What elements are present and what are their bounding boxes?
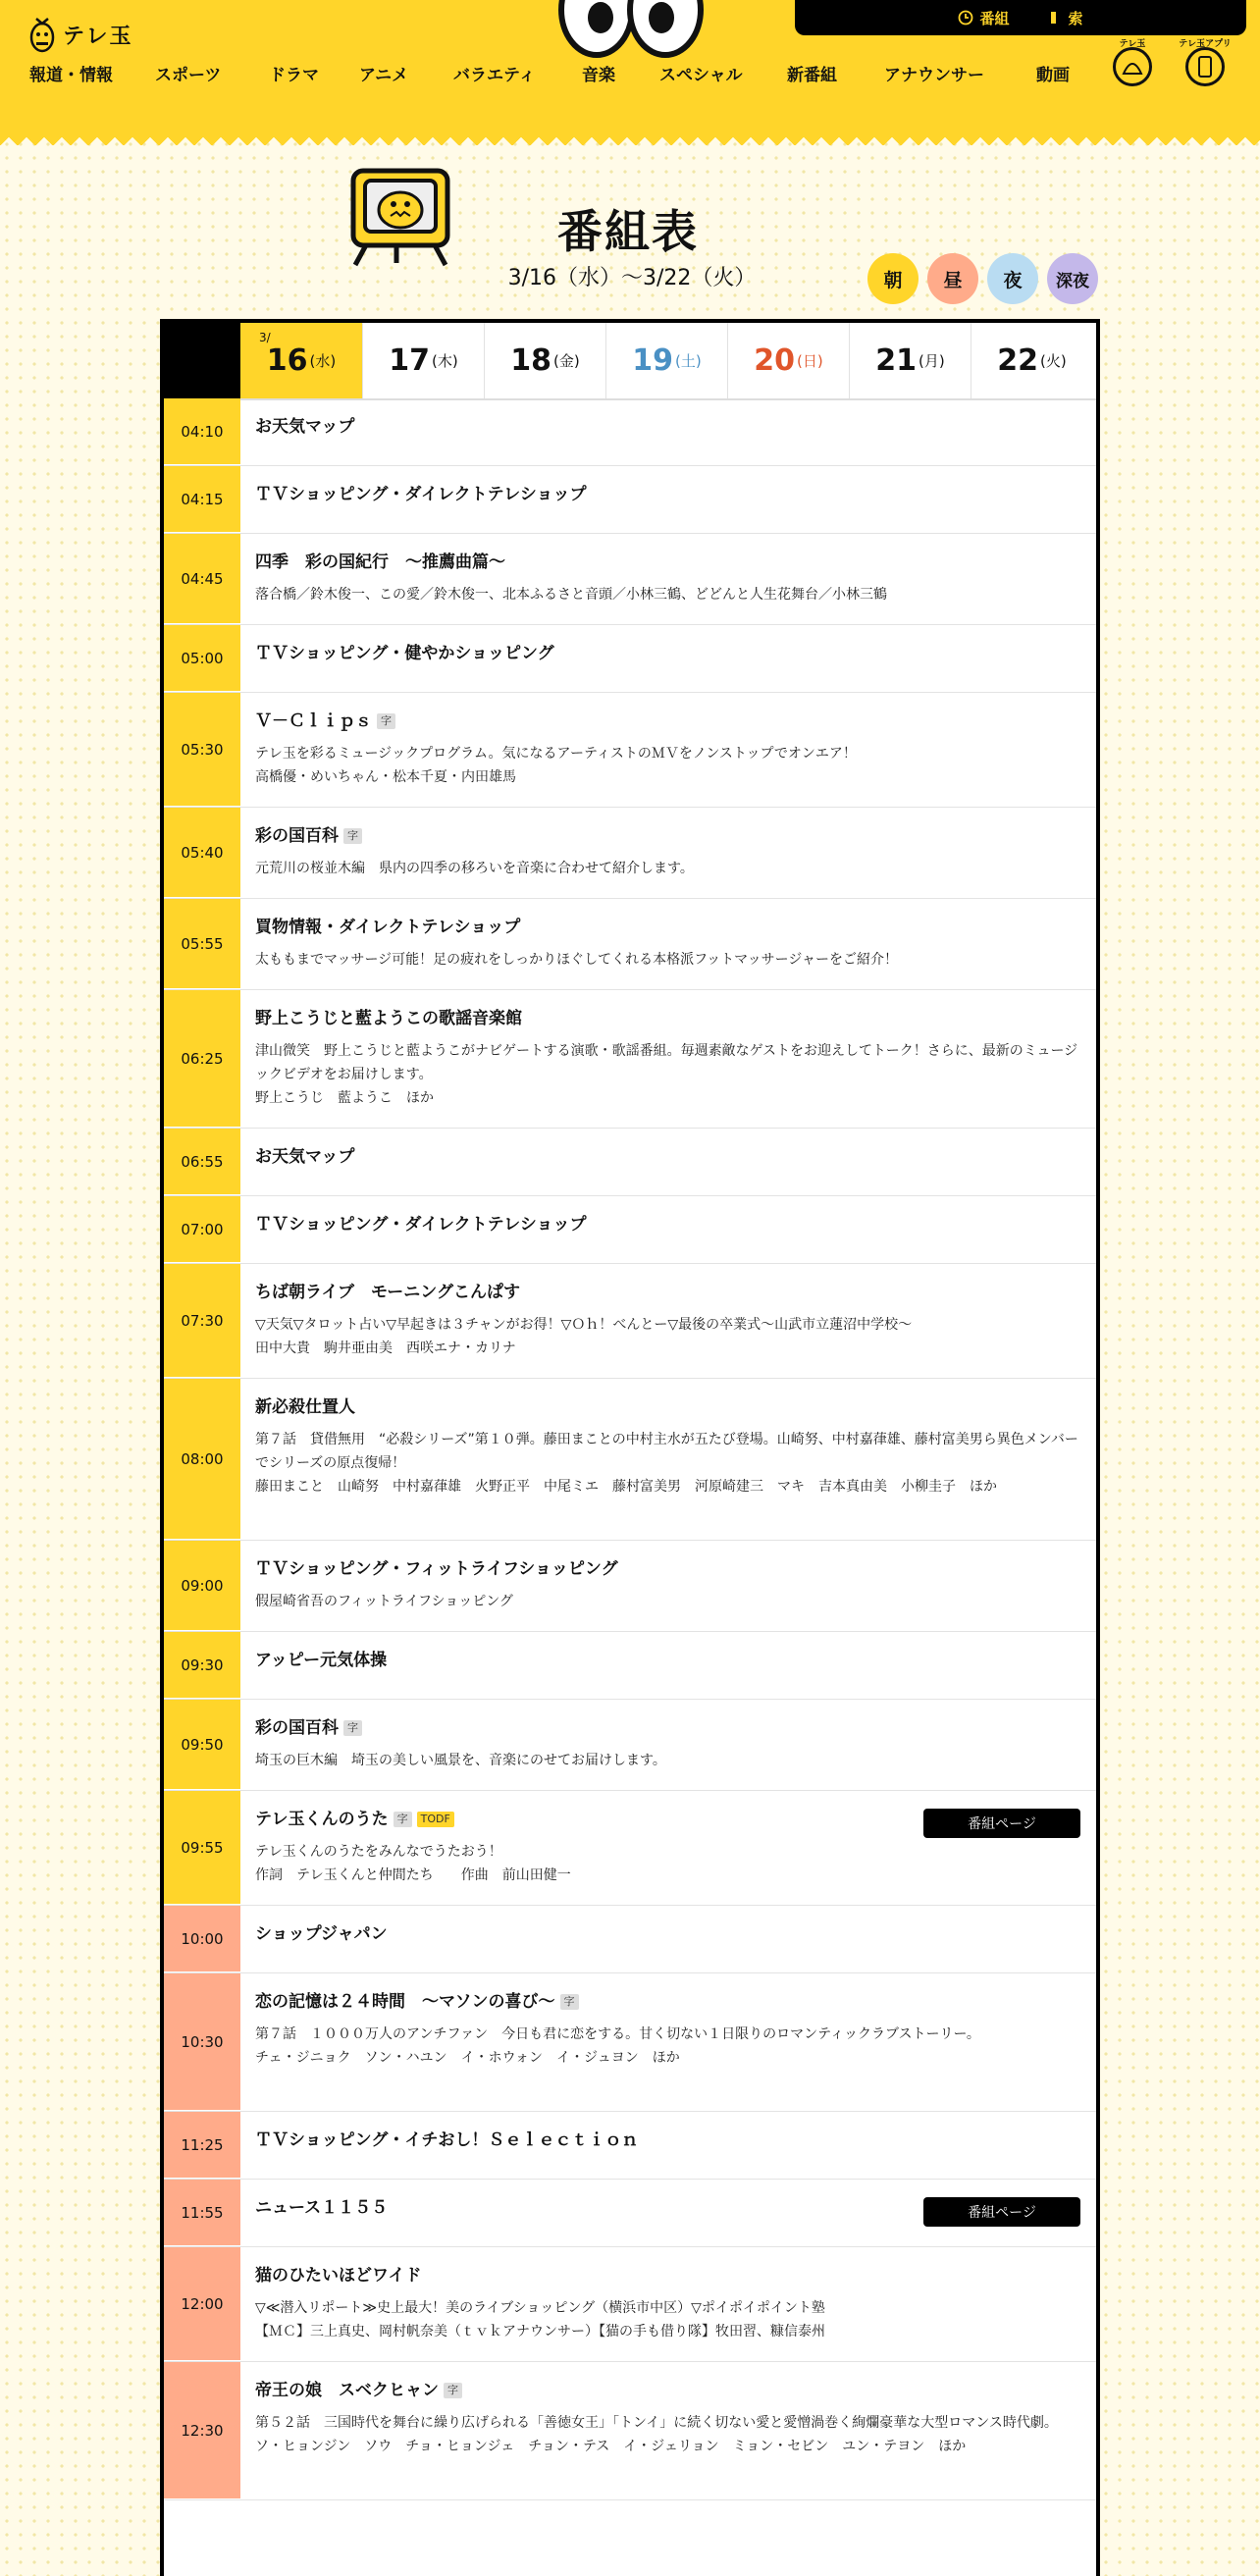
program-title[interactable]: 彩の国百科 — [255, 826, 339, 846]
program-row[interactable] — [164, 625, 1096, 693]
program-title-line — [255, 917, 1080, 938]
program-info — [240, 1196, 1096, 1263]
program-title[interactable]: Ｖ－Ｃｌｉｐｓ — [255, 711, 372, 731]
mascot-logo-icon — [27, 14, 57, 55]
program-time: 09:30 — [164, 1632, 240, 1699]
date-range: 3/16（水）〜3/22（火） — [507, 266, 757, 290]
program-info — [240, 2247, 1096, 2361]
program-info — [240, 398, 1096, 465]
program-row[interactable] — [164, 1379, 1096, 1541]
nav-music[interactable]: 音楽 — [582, 66, 615, 85]
program-time: 09:50 — [164, 1700, 240, 1790]
program-title[interactable]: 新必殺仕置人 — [255, 1397, 355, 1417]
day-number: 16 — [266, 343, 308, 378]
program-title-line — [255, 643, 1080, 664]
program-time: 04:15 — [164, 466, 240, 533]
program-title[interactable]: 四季 彩の国紀行 ～推薦曲篇～ — [255, 552, 505, 572]
program-title-line — [255, 484, 1080, 505]
program-title[interactable]: ちば朝ライブ モーニングこんぱす — [255, 1283, 520, 1302]
program-title[interactable]: ＴＶショッピング・ダイレクトテレショップ — [255, 485, 587, 504]
program-title[interactable]: ＴＶショッピング・フィットライフショッピング — [255, 1559, 618, 1579]
program-row[interactable] — [164, 899, 1096, 990]
day-number: 19 — [632, 343, 674, 378]
teletama-app-icon[interactable] — [1179, 39, 1232, 86]
header-zigzag-edge — [0, 130, 1260, 145]
tod-morning-label: 朝 — [883, 269, 903, 291]
day-tab-20[interactable] — [727, 323, 849, 398]
tv-mascot-icon — [347, 165, 453, 267]
program-row[interactable] — [164, 1264, 1096, 1379]
program-description: 第７話 貸借無用 “必殺シリーズ”第１０弾。藤田まことの中村主水が五たび登場。山崎努、中村嘉葎雄、藤村富美男ら異色メンバーでシリーズの原点復帰！ 藤田まこと 山崎努 中村嘉葎雄 火野正平 中尾ミエ 藤村富美男 河原崎建三 マキ 吉本真由美 小柳圭子 ほか — [255, 1432, 1078, 1495]
program-row[interactable] — [164, 466, 1096, 534]
day-of-week: (金) — [553, 352, 580, 370]
utility-bar — [795, 0, 1246, 35]
program-time: 05:00 — [164, 625, 240, 692]
nav-special[interactable]: スペシャル — [659, 66, 743, 85]
day-tabs — [164, 323, 1096, 400]
day-header-corner — [164, 323, 240, 398]
dome-icon — [1122, 58, 1143, 76]
program-time: 06:25 — [164, 990, 240, 1128]
program-info — [240, 1700, 1096, 1790]
program-time: 12:30 — [164, 2362, 240, 2499]
program-row[interactable] — [164, 1541, 1096, 1632]
program-description: 第７話 １０００万人のアンチファン 今日も君に恋をする。甘く切ない１日限りのロマンティックラブストーリー。 チェ・ジニョク ソン・ハユン イ・ホウォン イ・ジュヨン ほか — [255, 2026, 980, 2066]
program-time: 12:00 — [164, 2247, 240, 2361]
day-of-week: (月) — [919, 352, 945, 370]
program-description: 第５２話 三国時代を舞台に繰り広げられる「善徳女王」「トンイ」に続く切ない愛と愛憎渦巻く絢爛豪華な大型ロマンス時代劇。 ソ・ヒョンジン ソウ チョ・ヒョンジェ チョン・テス イ・ジェリョン ミョン・セビン ユン・テヨン ほか — [255, 2415, 1058, 2454]
program-title-line — [255, 710, 1080, 732]
program-info — [240, 990, 1096, 1128]
program-row[interactable] — [164, 534, 1096, 625]
program-info — [240, 625, 1096, 692]
program-title-line — [255, 825, 1080, 847]
tod-latenight-label: 深夜 — [1056, 271, 1089, 291]
program-time: 09:55 — [164, 1791, 240, 1905]
program-time: 04:45 — [164, 534, 240, 624]
program-title[interactable]: ＴＶショッピング・ダイレクトテレショップ — [255, 1215, 587, 1235]
day-of-week: (木) — [432, 352, 458, 370]
teletama-mascot-label: テレ玉 — [1119, 39, 1146, 49]
tod-morning-button[interactable] — [867, 253, 919, 304]
program-description: 假屋崎省吾のフィットライフショッピング — [255, 1594, 513, 1609]
program-title-line — [255, 1214, 1080, 1235]
program-row[interactable] — [164, 1906, 1096, 1973]
program-title-line — [255, 1923, 1080, 1945]
program-time: 04:10 — [164, 398, 240, 465]
program-info — [240, 2362, 1096, 2499]
page-title: 番組表 — [557, 205, 699, 258]
program-title-line — [255, 1146, 1080, 1168]
program-row[interactable] — [164, 2362, 1096, 2500]
program-page-button[interactable]: 番組ページ — [923, 1809, 1080, 1838]
day-number: 20 — [754, 343, 796, 378]
program-title[interactable]: ＴＶショッピング・健やかショッピング — [255, 644, 554, 663]
day-month: 3/ — [259, 331, 271, 344]
day-tab-19[interactable] — [605, 323, 727, 398]
tod-night-label: 夜 — [1003, 269, 1023, 291]
program-row[interactable] — [164, 693, 1096, 808]
program-title[interactable]: 恋の記憶は２４時間 ～マソンの喜び～ — [255, 1992, 555, 2012]
program-row[interactable] — [164, 1632, 1096, 1700]
program-time: 05:30 — [164, 693, 240, 807]
program-row[interactable] — [164, 2180, 1096, 2247]
program-title[interactable]: 買物情報・ダイレクトテレショップ — [255, 918, 521, 937]
program-title-line — [255, 2129, 1080, 2151]
program-info — [240, 466, 1096, 533]
day-number: 18 — [510, 343, 552, 378]
program-row[interactable] — [164, 1791, 1096, 1906]
program-info — [240, 1973, 1096, 2111]
tod-latenight-button[interactable] — [1047, 253, 1098, 304]
program-row[interactable] — [164, 2112, 1096, 2180]
nav-drama[interactable]: ドラマ — [269, 66, 319, 85]
day-tab-22[interactable] — [971, 323, 1092, 398]
search-icon — [1049, 10, 1063, 26]
program-title-line — [255, 416, 1080, 438]
program-badge: 字 — [343, 828, 362, 844]
program-badge: 字 — [560, 1994, 579, 2010]
tod-night-button[interactable] — [987, 253, 1038, 304]
program-badge: 字 — [343, 1720, 362, 1736]
program-guide-link[interactable] — [958, 8, 1009, 28]
program-info — [240, 2112, 1096, 2179]
search-link[interactable] — [1049, 8, 1083, 28]
program-title[interactable]: アッピー元気体操 — [255, 1651, 388, 1670]
program-row[interactable] — [164, 1973, 1096, 2112]
logo-text: テレ玉 — [63, 24, 133, 49]
schedule-table — [160, 319, 1100, 2576]
program-time: 11:55 — [164, 2180, 240, 2246]
day-of-week: (日) — [797, 352, 823, 370]
clock-icon — [958, 10, 973, 26]
program-info — [240, 693, 1096, 807]
program-row[interactable] — [164, 1196, 1096, 1264]
program-title[interactable]: 野上こうじと藍ようこの歌謡音楽館 — [255, 1009, 522, 1028]
program-title-line — [255, 1282, 1080, 1303]
program-info — [240, 534, 1096, 624]
program-title-line — [255, 1991, 1080, 2013]
program-info — [240, 1791, 1096, 1905]
program-row[interactable] — [164, 990, 1096, 1129]
program-title-line — [255, 552, 1080, 573]
program-description: テレ玉くんのうたをみんなでうたおう！ 作詞 テレ玉くんと仲間たち 作曲 前山田健一 — [255, 1844, 571, 1883]
program-description: 太ももまでマッサージ可能！足の疲れをしっかりほぐしてくれる本格派フットマッサージャーをご紹介！ — [255, 952, 899, 968]
program-title[interactable]: ＴＶショッピング・イチおし！Ｓｅｌｅｃｔｉｏｎ — [255, 2130, 639, 2150]
program-title[interactable]: ニュース１１５５ — [255, 2198, 389, 2218]
mascot-eyes-icon — [557, 0, 705, 59]
day-number: 17 — [389, 343, 431, 378]
program-info — [240, 1264, 1096, 1378]
program-title[interactable]: 猫のひたいほどワイド — [255, 2266, 422, 2286]
program-badge: 字 — [377, 713, 395, 729]
day-of-week: (水) — [309, 352, 337, 370]
day-tab-18[interactable] — [484, 323, 605, 398]
program-info — [240, 1379, 1096, 1540]
program-title-line — [255, 1558, 1080, 1580]
site-logo[interactable] — [27, 12, 133, 57]
nav-announcer[interactable]: アナウンサー — [884, 66, 984, 85]
program-description: 元荒川の桜並木編 県内の四季の移ろいを音楽に合わせて紹介します。 — [255, 861, 694, 876]
program-description: ▽≪潜入リポート≫史上最大！美のライブショッピング（横浜市中区）▽ポイポイポイント塾 【ＭＣ】三上真史、岡村帆奈美（ｔｖｋアナウンサー）【猫の手も借り隊】牧田習、糠信泰州 — [255, 2300, 825, 2339]
nav-video[interactable]: 動画 — [1036, 66, 1070, 85]
program-info — [240, 1632, 1096, 1699]
program-title[interactable]: お天気マップ — [255, 417, 355, 437]
program-row[interactable] — [164, 398, 1096, 466]
program-description: 津山微笑 野上こうじと藍ようこがナビゲートする演歌・歌謡番組。毎週素敵なゲストをお迎えしてトーク！さらに、最新のミュージックビデオをお届けします。 野上こうじ 藍ようこ ほか — [255, 1043, 1078, 1106]
day-tab-17[interactable] — [362, 323, 484, 398]
program-guide-label: 番組 — [979, 9, 1010, 27]
program-badge: TODF — [417, 1812, 454, 1827]
program-row[interactable] — [164, 1700, 1096, 1791]
program-time: 05:40 — [164, 808, 240, 898]
program-title-line — [255, 2380, 1080, 2401]
program-row[interactable] — [164, 1129, 1096, 1196]
day-tab-21[interactable] — [849, 323, 971, 398]
program-page-button[interactable]: 番組ページ — [923, 2197, 1080, 2227]
program-title-line — [255, 1650, 1080, 1671]
program-title[interactable]: ショップジャパン — [255, 1924, 388, 1944]
program-time: 09:00 — [164, 1541, 240, 1631]
program-description: 落合橋／鈴木俊一、この愛／鈴木俊一、北本ふるさと音頭／小林三鶴、どどんと人生花舞台／小林三鶴 — [255, 587, 887, 603]
program-info — [240, 1906, 1096, 1972]
teletama-mascot-icon[interactable] — [1113, 39, 1152, 86]
program-time: 06:55 — [164, 1129, 240, 1195]
nav-news[interactable]: 報道・情報 — [29, 66, 113, 85]
program-title-line — [255, 1396, 1080, 1418]
search-label: 索 — [1068, 9, 1083, 27]
program-time: 07:00 — [164, 1196, 240, 1263]
nav-new-programs[interactable]: 新番組 — [787, 66, 837, 85]
nav-anime[interactable]: アニメ — [359, 66, 409, 85]
program-info — [240, 2180, 1096, 2246]
program-row[interactable] — [164, 2247, 1096, 2362]
teletama-app-label: テレ玉アプリ — [1179, 39, 1232, 49]
program-info — [240, 808, 1096, 898]
day-of-week: (土) — [675, 352, 702, 370]
program-info — [240, 899, 1096, 989]
program-title[interactable]: テレ玉くんのうた — [255, 1810, 389, 1829]
program-time: 08:00 — [164, 1379, 240, 1540]
program-info — [240, 1129, 1096, 1195]
program-badge: 字 — [444, 2383, 462, 2398]
day-number: 21 — [875, 343, 918, 378]
program-time: 10:30 — [164, 1973, 240, 2111]
program-description: テレ玉を彩るミュージックプログラム。気になるアーティストのＭＶをノンストップでオンエア！ 高橋優・めいちゃん・松本千夏・内田雄馬 — [255, 746, 857, 785]
program-description: ▽天気▽タロット占い▽早起きは３チャンがお得！▽Ｏｈ！べんとー▽最後の卒業式～山武市立蓮沼中学校～ 田中大貴 駒井亜由美 西咲エナ・カリナ — [255, 1317, 913, 1356]
day-tab-16[interactable] — [240, 323, 362, 398]
nav-variety[interactable]: バラエティ — [453, 66, 536, 85]
program-title[interactable]: 帝王の娘 スベクヒャン — [255, 2381, 439, 2400]
program-title-line — [255, 1717, 1080, 1739]
program-time: 07:30 — [164, 1264, 240, 1378]
program-title[interactable]: 彩の国百科 — [255, 1718, 339, 1738]
program-time: 11:25 — [164, 2112, 240, 2179]
day-number: 22 — [997, 343, 1039, 378]
program-title-line — [255, 1008, 1080, 1029]
tod-noon-button[interactable] — [927, 253, 978, 304]
program-time: 05:55 — [164, 899, 240, 989]
program-list — [164, 398, 1096, 2500]
program-title[interactable]: お天気マップ — [255, 1147, 355, 1167]
program-description: 埼玉の巨木編 埼玉の美しい風景を、音楽にのせてお届けします。 — [255, 1753, 666, 1768]
program-badge: 字 — [394, 1812, 412, 1827]
nav-sports[interactable]: スポーツ — [155, 66, 222, 85]
day-of-week: (火) — [1040, 352, 1067, 370]
program-info — [240, 1541, 1096, 1631]
program-title-line — [255, 2265, 1080, 2287]
tod-noon-label: 昼 — [943, 269, 963, 291]
program-time: 10:00 — [164, 1906, 240, 1972]
site-header — [0, 0, 1260, 130]
program-row[interactable] — [164, 808, 1096, 899]
smartphone-icon — [1197, 56, 1213, 78]
